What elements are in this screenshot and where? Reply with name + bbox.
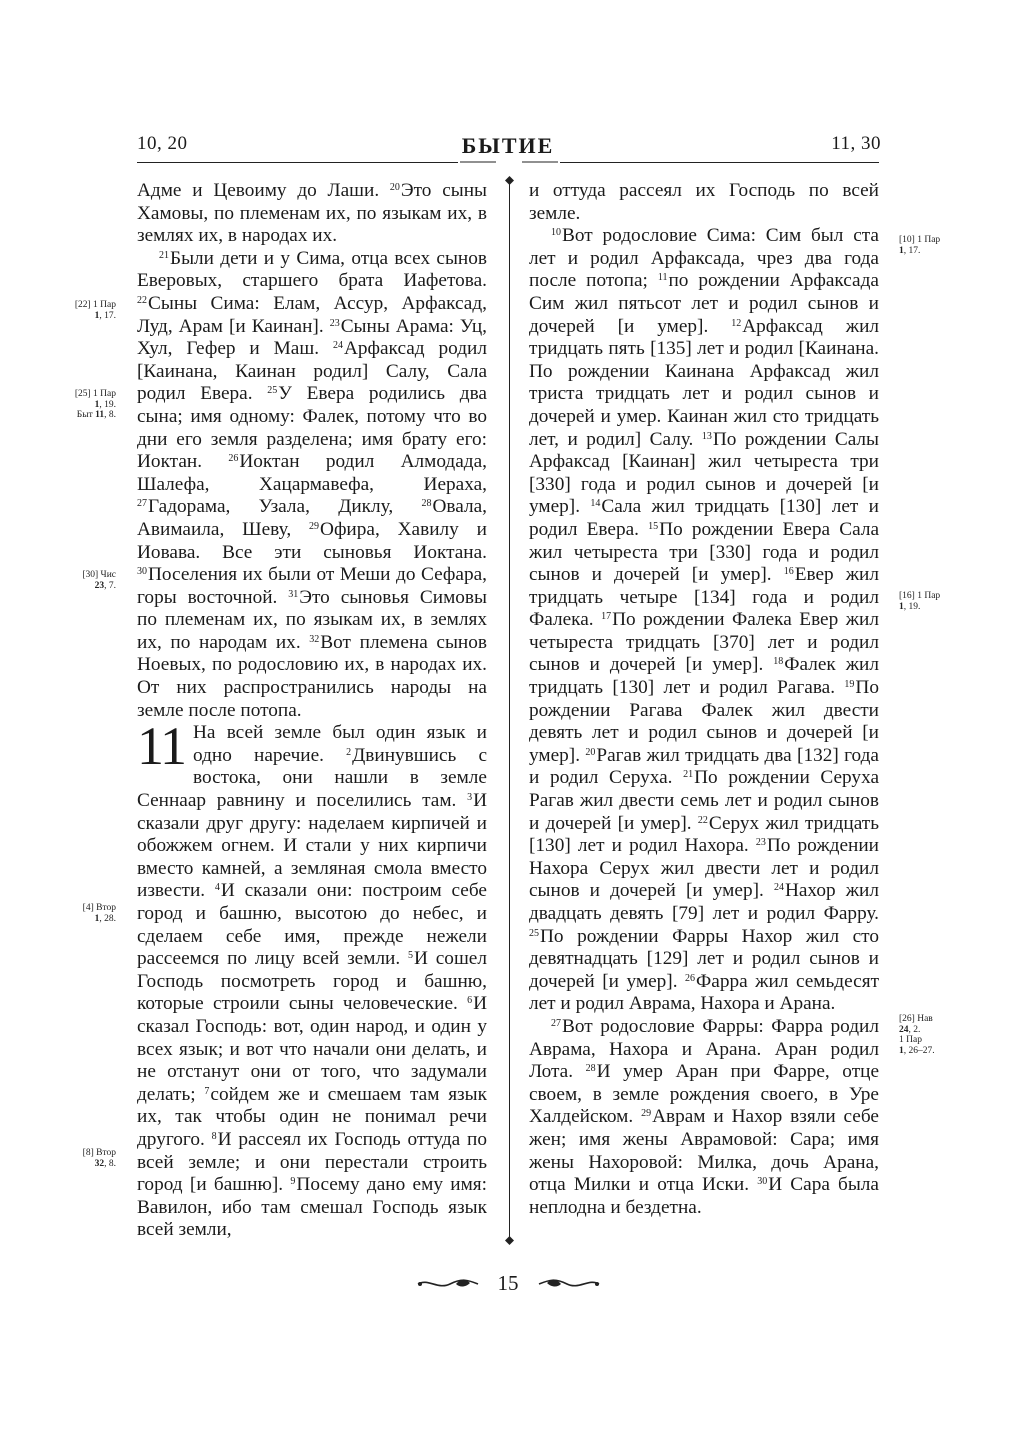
verse-text: Это сыны Хамовы, по племенам их, по языкам их, в землях их, в народах их. — [137, 180, 487, 247]
verse-text: По рождении Рагава Фалек жил двести девять лет и родил сынов и дочерей [и умер]. — [529, 677, 879, 766]
margin-note-left-4: [4] Втор 1, 28. — [82, 903, 116, 924]
verse-text: И сказали друг другу: наделаем кирпичей и обожжем огнем. И стали у них кирпичи вместо камней, а земляная смола вместо извести. — [137, 790, 487, 902]
verse-number: 20 — [585, 746, 596, 758]
verse-text: Поселения их были от Меши до Сефара, горы восточной. — [137, 564, 487, 608]
verse-number: 32 — [309, 633, 320, 645]
verse-text: Аврам и Нахор взяли себе жен; имя жены Аврамовой: Сара; имя жены Нахоровой: Милка, дочь Арана, отца Милки и отца Иски. — [529, 1106, 879, 1196]
verse-number: 22 — [137, 294, 147, 306]
verse-number: 27 — [137, 498, 147, 510]
verse-number: 26 — [685, 972, 696, 984]
paragraph — [529, 225, 879, 1016]
verse-text: Иоктан родил Алмодада, Шалефа, Хацармавефа, Иераха, — [137, 451, 487, 495]
header-rule-right — [560, 162, 879, 163]
paragraph — [137, 248, 487, 722]
verse-text: Адме и Цевоиму до Лаши. — [137, 180, 390, 201]
margin-note-right-16: [16] 1 Пар 1, 19. — [899, 591, 941, 612]
verse-number: 30 — [137, 566, 147, 578]
verse-number: 27 — [551, 1017, 561, 1029]
verse-text: Это сыновья Симовы по племенам их, по языкам их, в землях их, по народам их. — [137, 586, 487, 653]
verse-text: У Евера родились два сына; имя одному: Фалек, потому что во дни его земля разделена; имя брату его: Иоктан. — [137, 383, 487, 473]
verse-number: 15 — [648, 520, 659, 532]
verse-text: и оттуда рассеял их Господь по всей земле. — [529, 180, 879, 224]
verse-text: Рагав жил тридцать два [132] года и родил Серуха. — [529, 744, 879, 789]
verse-number: 4 — [214, 882, 220, 894]
verse-number: 17 — [601, 611, 612, 623]
verse-text: по рождении Арфаксада Сим жил пятьсот лет и родил сынов и дочерей [и умер]. — [529, 270, 879, 337]
verse-text: На всей земле был один язык и одно наречие. — [193, 722, 487, 766]
margin-note-right-26: [26] Нав 24, 2. 1 Пар 1, 26–27. — [899, 1014, 935, 1056]
verse-text: По рождении Салы Арфаксад [Каинан] жил четыреста три [330] года и родил сынов и дочерей [и умер]. — [529, 428, 879, 518]
verse-number: 24 — [332, 340, 343, 352]
verse-number: 23 — [329, 317, 340, 329]
verse-text: По рождении Фарры Нахор жил сто девятнадцать [129] лет и родил сынов и дочерей [и умер]. — [529, 925, 879, 992]
verse-number: 31 — [288, 588, 299, 600]
verse-number: 18 — [773, 656, 784, 668]
verse-number: 3 — [467, 792, 473, 804]
verse-text: Офира, Хавилу и Иовава. Все эти сыновья Иоктана. — [137, 518, 487, 563]
verse-number: 28 — [421, 498, 432, 510]
verse-text: По рождении Серуха Рагав жил двести семь лет и родил сынов и дочерей [и умер]. — [529, 767, 880, 834]
verse-text: Нахор жил двадцать девять [79] лет и родил Фарру. — [529, 880, 879, 924]
verse-text: И Сара была неплодна и бездетна. — [529, 1174, 879, 1218]
verse-text: Вот племена сынов Ноевых, по родословию их, в народах их. От них распространились народы на земле после потопа. — [137, 631, 487, 721]
verse-text: Сала жил тридцать [130] лет и родил Евера. — [529, 496, 879, 540]
margin-note-left-30: [30] Чис 23, 7. — [82, 570, 116, 591]
verse-number: 30 — [757, 1176, 768, 1188]
verse-text: Двинувшись с востока, они нашли в земле Сеннаар равнину и поселились там. — [137, 744, 487, 812]
header-right-reference: 11, 30 — [831, 133, 881, 154]
header-left-reference: 10, 20 — [137, 133, 188, 154]
verse-number: 12 — [731, 317, 742, 329]
verse-number: 5 — [408, 950, 414, 962]
verse-text: Сыны Арама: Уц, Хул, Гефер и Маш. — [137, 315, 487, 360]
verse-number: 2 — [346, 746, 352, 758]
verse-text: Были дети и у Сима, отца всех сынов Еверовых, старшего брата Иафетова. — [137, 247, 487, 292]
verse-number: 29 — [309, 520, 320, 532]
verse-text: По рождении Евера Сала жил четыреста три [330] года и родил сынов и дочерей [и умер]. — [529, 518, 879, 586]
verse-number: 22 — [697, 814, 708, 826]
verse-number: 26 — [228, 453, 239, 465]
chapter-paragraph — [137, 716, 488, 1242]
verse-text: Сыны Сима: Елам, Ассур, Арфаксад, Луд, Арам [и Каинан]. — [137, 292, 487, 337]
verse-text: По рождении Фалека Евер жил четыреста тридцать [370] лет и родил сынов и дочерей [и умер]. — [529, 609, 879, 676]
footer-ornament-right-icon — [537, 1275, 601, 1293]
verse-text: Вот родословие Сима: Сим был ста лет и родил Арфаксада, чрез два года после потопа; — [529, 225, 879, 292]
verse-text: И умер Аран при Фарре, отце своем, в земле рождения своего, в Уре Халдейском. — [529, 1061, 880, 1128]
verse-number: 16 — [783, 566, 794, 578]
verse-text: И сказали они: построим себе город и башню, высотою до небес, и сделаем себе имя, прежде нежели рассеемся по лицу всей земли. — [137, 880, 487, 970]
verse-text: Серух жил тридцать [130] лет и родил Нахора. — [529, 812, 879, 857]
verse-text: По рождении Нахора Серух жил двести лет и родил сынов и дочерей [и умер]. — [529, 835, 879, 902]
verse-number: 14 — [590, 498, 601, 510]
verse-number: 10 — [551, 227, 561, 239]
verse-number: 21 — [683, 769, 694, 781]
paragraph — [529, 180, 879, 225]
verse-number: 21 — [159, 249, 169, 261]
paragraph — [137, 180, 487, 248]
verse-number: 23 — [755, 837, 766, 849]
left-text-column — [137, 180, 487, 1242]
header-ornament-icon — [458, 154, 560, 170]
verse-number: 8 — [211, 1130, 217, 1142]
verse-number: 20 — [389, 182, 400, 193]
page-number: 15 — [497, 1271, 519, 1295]
verse-text: Посему дано ему имя: Вавилон, ибо там смешал Господь язык всей земли, — [137, 1174, 487, 1241]
verse-text: Фалек жил тридцать [130] лет и родил Рагава. — [529, 654, 879, 699]
paragraph — [529, 1016, 879, 1219]
verse-number: 19 — [844, 679, 855, 691]
verse-text: И сошел Господь посмотреть город и башню, которые строили сыны человеческие. — [137, 948, 487, 1015]
chapter-number: 11 — [137, 716, 185, 777]
verse-number: 28 — [585, 1063, 596, 1075]
margin-note-right-10: [10] 1 Пар 1, 17. — [899, 235, 941, 256]
verse-number: 6 — [467, 995, 473, 1007]
verse-text: Овала, Авимаила, Шеву, — [137, 496, 487, 540]
page-footer — [0, 1271, 1016, 1296]
margin-note-left-22: [22] 1 Пар 1, 17. — [74, 300, 116, 321]
column-divider — [509, 180, 510, 1240]
verse-number: 29 — [641, 1108, 652, 1120]
verse-text: Арфаксад жил тридцать пять [135] лет и родил [Каинана. По рождении Каинана Арфаксад жил триста тридцать лет и родил сынов и дочерей и умер. Каинан жил сто тридцать лет, и родил] Салу. — [529, 315, 880, 450]
margin-note-left-8: [8] Втор 32, 8. — [82, 1148, 116, 1169]
verse-number: 24 — [773, 882, 784, 894]
verse-text: Гадорама, Узала, Диклу, — [148, 496, 422, 518]
footer-ornament-left-icon — [416, 1275, 480, 1293]
right-text-column — [529, 180, 879, 1219]
divider-bottom-diamond-icon — [505, 1236, 514, 1245]
verse-number: 25 — [267, 385, 278, 397]
verse-number: 25 — [529, 927, 539, 939]
margin-note-left-25: [25] 1 Пар 1, 19. Быт 11, 8. — [74, 389, 116, 420]
verse-number: 13 — [701, 430, 712, 442]
verse-number: 7 — [204, 1085, 210, 1097]
verse-text: Евер жил тридцать четыре [134] года и родил Фалека. — [529, 564, 879, 631]
book-title: БЫТИЕ — [461, 133, 555, 158]
verse-number: 9 — [290, 1176, 296, 1188]
verse-text: И рассеял их Господь оттуда по всей земле; и они перестали строить город [и башню]. — [137, 1128, 487, 1196]
verse-text: Вот родословие Фарры: Фарра родил Аврама, Нахора и Арана. Аран родил Лота. — [529, 1015, 879, 1083]
verse-text: Фарра жил семьдесят лет и родил Аврама, Нахора и Арана. — [529, 970, 879, 1015]
verse-number: 11 — [657, 272, 668, 284]
verse-text: И сказал Господь: вот, один народ, и один у всех язык; и вот что начали они делать, и не отстанут они от того, что задумали делать; — [137, 993, 487, 1105]
header-rule-left — [137, 162, 458, 163]
verse-text: Арфаксад родил [Каинана, Каинан родил] Салу, Сала родил Евера. — [137, 338, 487, 405]
divider-top-diamond-icon — [505, 176, 514, 185]
verse-text: сойдем же и смешаем там язык их, так чтобы один не понимал речи другого. — [137, 1083, 488, 1150]
